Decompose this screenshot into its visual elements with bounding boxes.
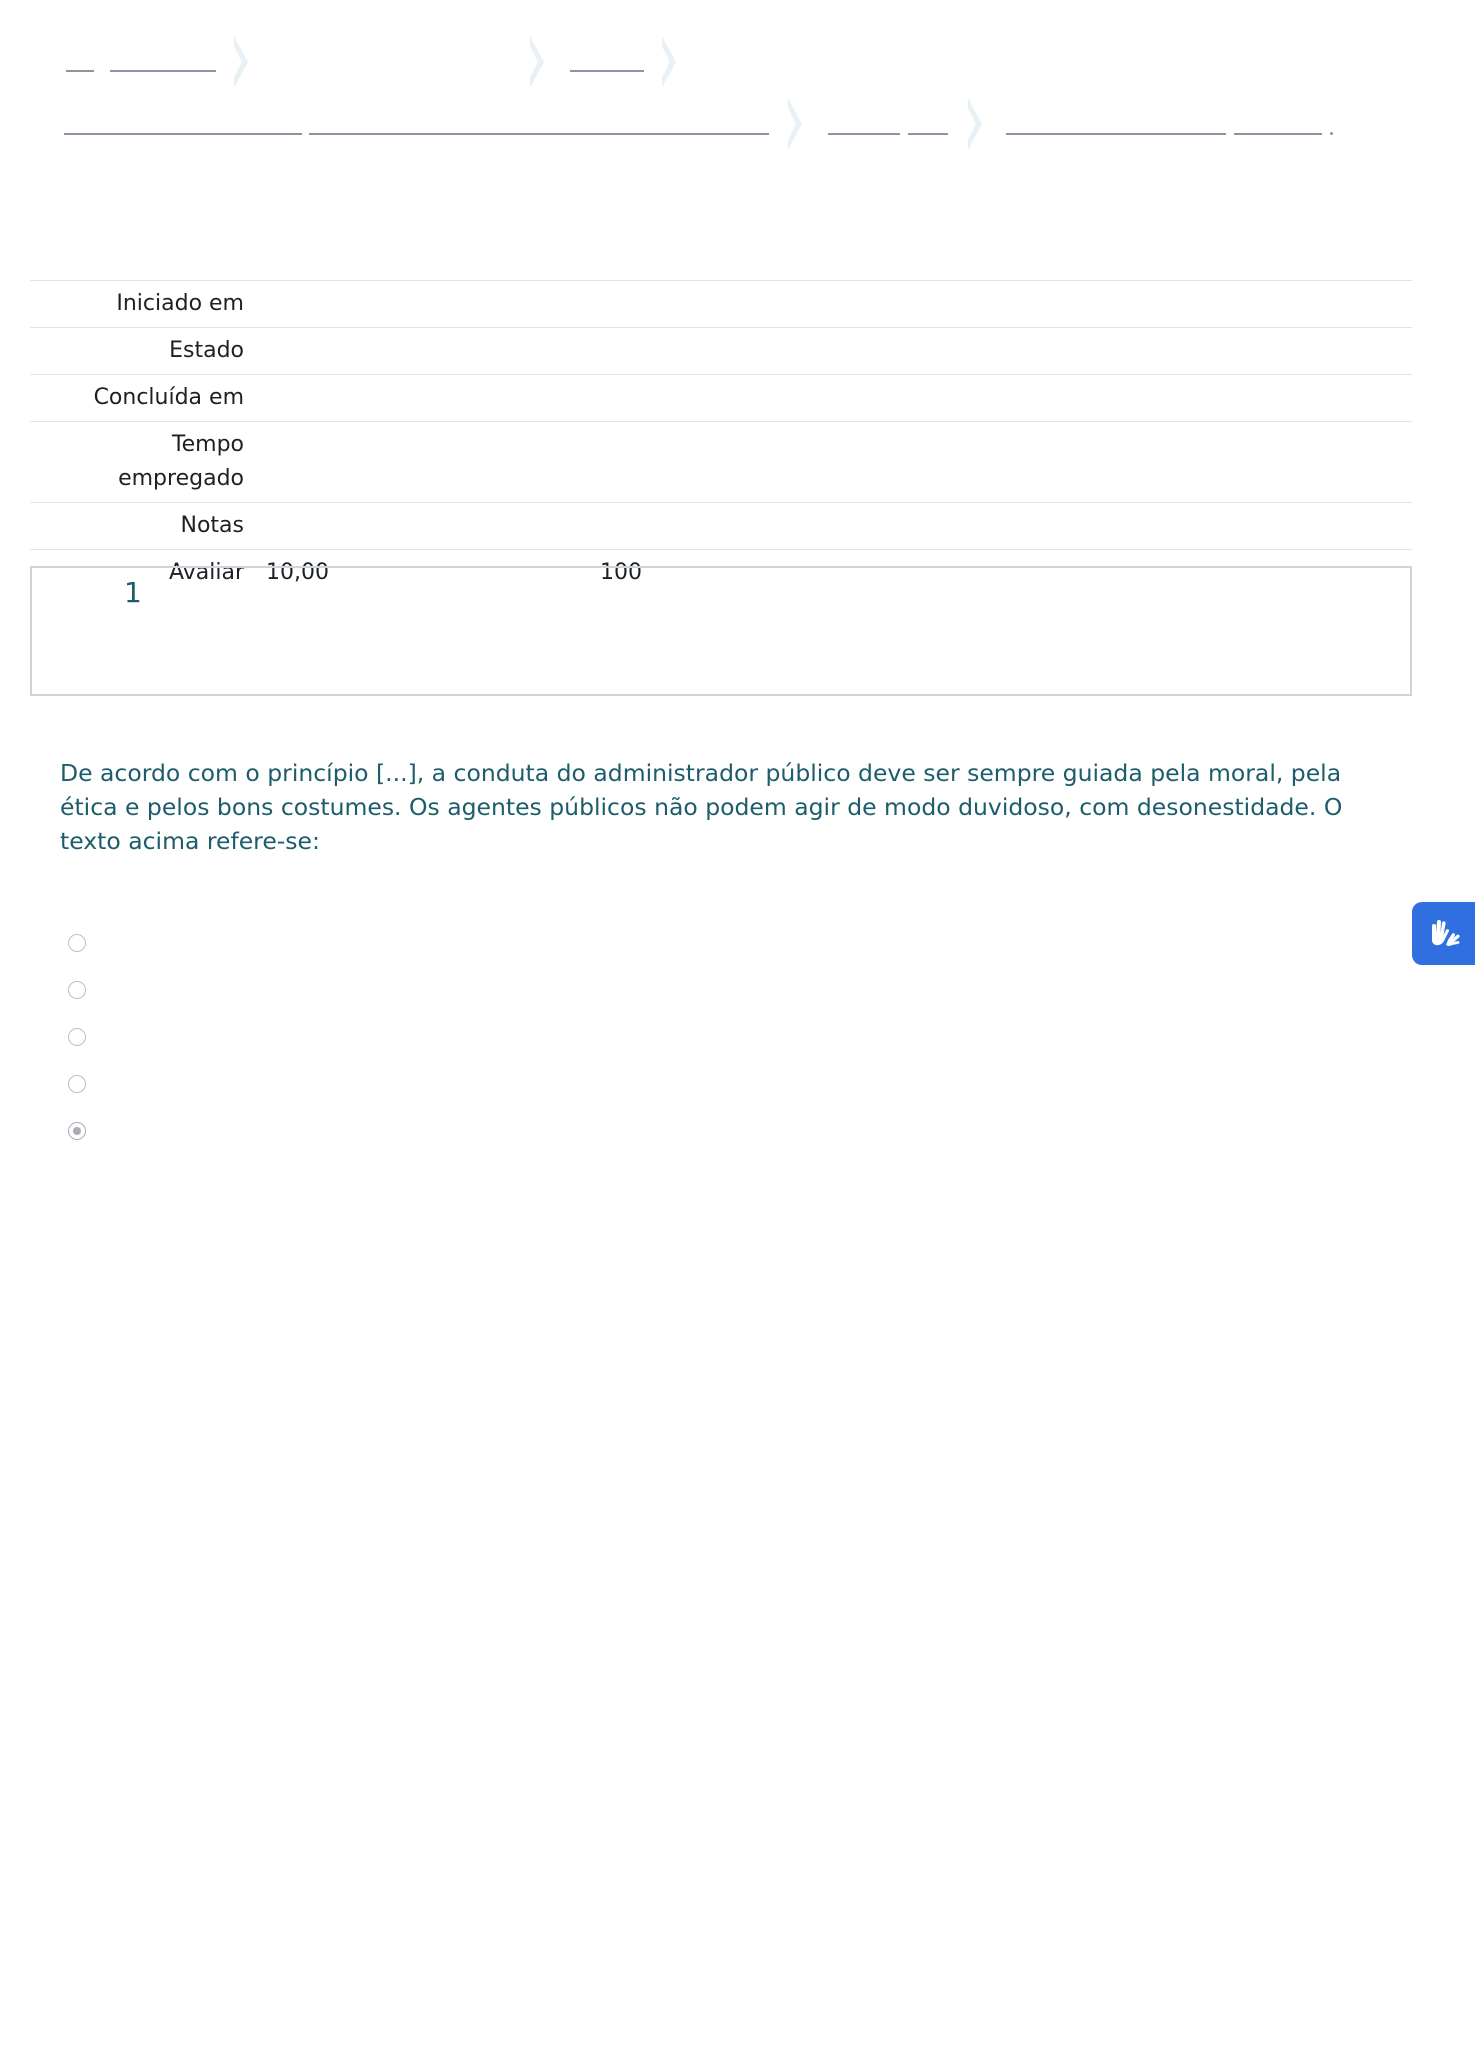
summary-value	[244, 422, 1412, 502]
summary-value	[244, 328, 1412, 374]
question-number: 1	[124, 576, 142, 609]
summary-label: Notas	[180, 513, 244, 538]
breadcrumb-period	[1330, 132, 1333, 135]
answer-option-e[interactable]	[68, 1122, 88, 1142]
summary-row-time-taken	[30, 421, 1412, 502]
attempt-summary-table	[30, 280, 1412, 596]
summary-label: Iniciado em	[116, 291, 244, 316]
breadcrumb-separator-icon	[530, 36, 544, 88]
answer-option-d[interactable]	[68, 1075, 88, 1095]
breadcrumb-separator-icon	[968, 98, 982, 150]
summary-label: Avaliar	[168, 560, 244, 585]
summary-value	[244, 281, 1412, 327]
answer-option-b[interactable]	[68, 981, 88, 1001]
breadcrumb-link-quiz-part1[interactable]	[1006, 133, 1226, 135]
grade-max: 100	[600, 560, 642, 585]
question-text: De acordo com o princípio [...], a conduta do administrador público deve ser sempre guiada pela moral, pela ética e pelos bons costumes. Os agentes públicos não podem agir de modo duvidoso, com desonestidade. O texto acima refere-se:	[60, 759, 1343, 855]
answer-option-c[interactable]	[68, 1028, 88, 1048]
breadcrumb-link-home[interactable]	[66, 70, 94, 72]
answer-option-a[interactable]	[68, 934, 88, 954]
answer-radio-a[interactable]	[68, 934, 86, 952]
hands-sign-language-icon	[1424, 914, 1464, 954]
breadcrumb-link-section-part2[interactable]	[908, 133, 948, 135]
breadcrumb-link-courses[interactable]	[110, 70, 216, 72]
answer-radio-c[interactable]	[68, 1028, 86, 1046]
breadcrumb	[0, 0, 1475, 160]
breadcrumb-link-category[interactable]	[570, 70, 644, 72]
summary-row-completed	[30, 374, 1412, 421]
breadcrumb-separator-icon	[662, 36, 676, 88]
question-info-box	[30, 566, 1412, 696]
summary-label: Concluída em	[93, 385, 244, 410]
summary-row-started	[30, 280, 1412, 327]
summary-row-marks	[30, 502, 1412, 549]
grade-score: 10,00	[266, 560, 329, 585]
summary-row-state	[30, 327, 1412, 374]
breadcrumb-link-section-part1[interactable]	[828, 133, 900, 135]
breadcrumb-separator-icon	[234, 36, 248, 88]
answer-radio-e[interactable]	[68, 1122, 86, 1140]
summary-label: Estado	[169, 338, 244, 363]
answer-radio-b[interactable]	[68, 981, 86, 999]
breadcrumb-separator-icon	[788, 98, 802, 150]
sign-language-widget-button[interactable]	[1412, 902, 1475, 965]
breadcrumb-link-quiz-part2[interactable]	[1234, 133, 1322, 135]
summary-value	[244, 503, 1412, 549]
breadcrumb-link-course-part1[interactable]	[64, 133, 302, 135]
summary-value	[244, 375, 1412, 421]
answer-radio-d[interactable]	[68, 1075, 86, 1093]
breadcrumb-link-course-part2[interactable]	[309, 133, 769, 135]
summary-label: Tempo empregado	[118, 432, 244, 491]
